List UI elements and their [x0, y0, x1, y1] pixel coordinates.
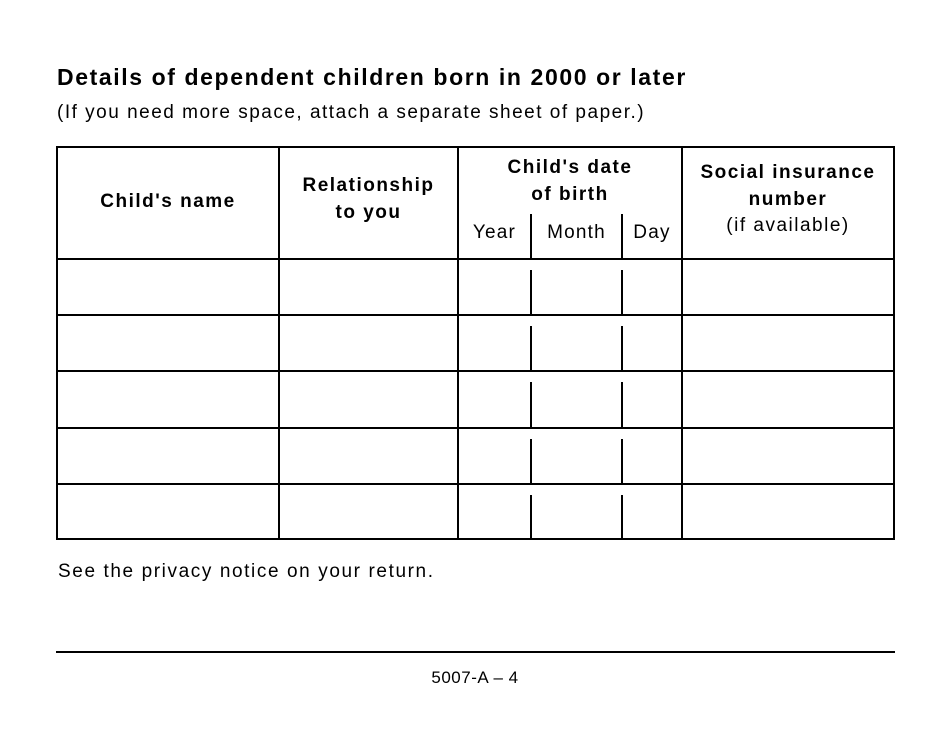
page-number: 5007-A – 4	[431, 668, 519, 687]
column-header-label: number	[748, 189, 828, 210]
column-header-day: Day	[633, 222, 671, 243]
column-header-label: Social insurance	[700, 162, 876, 183]
column-header-label: Child's date	[507, 157, 633, 178]
birth-year-field[interactable]	[459, 485, 530, 538]
social-insurance-number-field[interactable]	[683, 260, 893, 314]
birth-month-field[interactable]	[532, 260, 621, 314]
column-header-social-insurance-number	[683, 159, 893, 240]
relationship-field[interactable]	[280, 429, 457, 483]
column-header-label: of birth	[531, 184, 609, 205]
column-header-relationship	[280, 172, 457, 226]
footer-rule	[56, 651, 895, 653]
section-note: (If you need more space, attach a separate sheet of paper.)	[57, 102, 646, 123]
social-insurance-number-field[interactable]	[683, 485, 893, 538]
childs-name-field[interactable]	[58, 372, 278, 427]
column-header-label: Relationship	[302, 175, 435, 196]
birth-day-field[interactable]	[623, 372, 681, 427]
column-header-year: Year	[472, 222, 517, 243]
relationship-field[interactable]	[280, 372, 457, 427]
birth-day-field[interactable]	[623, 260, 681, 314]
childs-name-field[interactable]	[58, 260, 278, 314]
birth-month-field[interactable]	[532, 316, 621, 370]
section-title: Details of dependent children born in 2000 or later	[57, 64, 687, 90]
social-insurance-number-field[interactable]	[683, 316, 893, 370]
column-header-month: Month	[547, 222, 606, 243]
privacy-note: See the privacy notice on your return.	[58, 561, 435, 582]
birth-year-field[interactable]	[459, 372, 530, 427]
birth-day-field[interactable]	[623, 316, 681, 370]
birth-year-field[interactable]	[459, 429, 530, 483]
birth-year-field[interactable]	[459, 260, 530, 314]
birth-day-field[interactable]	[623, 485, 681, 538]
birth-day-field[interactable]	[623, 429, 681, 483]
childs-name-field[interactable]	[58, 429, 278, 483]
birth-month-field[interactable]	[532, 372, 621, 427]
social-insurance-number-field[interactable]	[683, 372, 893, 427]
birth-month-field[interactable]	[532, 429, 621, 483]
column-header-date-of-birth	[459, 154, 681, 208]
relationship-field[interactable]	[280, 485, 457, 538]
childs-name-field[interactable]	[58, 485, 278, 538]
birth-year-field[interactable]	[459, 316, 530, 370]
column-header-label: Child's name	[100, 191, 236, 212]
column-header-label: to you	[335, 202, 402, 223]
relationship-field[interactable]	[280, 260, 457, 314]
column-header-childs-name	[58, 188, 278, 215]
column-header-label: (if available)	[726, 215, 850, 236]
relationship-field[interactable]	[280, 316, 457, 370]
social-insurance-number-field[interactable]	[683, 429, 893, 483]
birth-month-field[interactable]	[532, 485, 621, 538]
childs-name-field[interactable]	[58, 316, 278, 370]
